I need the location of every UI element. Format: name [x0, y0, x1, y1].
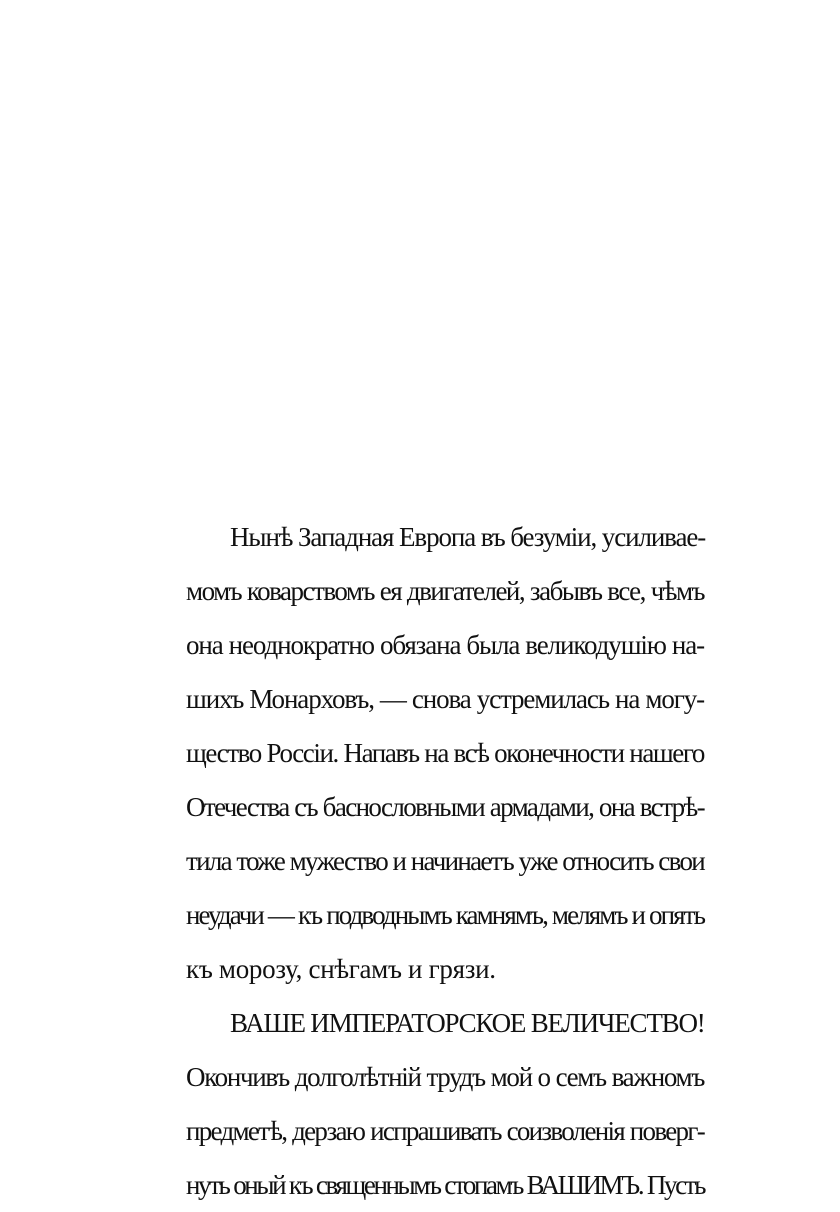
text-line-1: Нынѣ Западная Европа въ безуміи, усиливае- — [230, 522, 706, 552]
text-line-2: момъ коварствомъ ея двигателей, забывъ все, чѣмъ — [186, 576, 704, 606]
text-line-11: Окончивъ долголѣтній трудъ мой о семъ важномъ — [186, 1062, 704, 1092]
text-line-5: щество Россіи. Напавъ на всѣ оконечности нашего — [186, 738, 704, 768]
text-line-12: предметѣ, дерзаю испрашивать соизволенія поверг- — [186, 1116, 704, 1146]
text-line-4: шихъ Монарховъ, — снова устремилась на могу- — [186, 684, 704, 714]
text-line-7: тила тоже мужество и начинаетъ уже относить свои — [186, 846, 704, 876]
text-line-9: къ морозу, снѣгамъ и грязи. — [186, 954, 496, 984]
text-line-13: нуть оный къ священнымъ стопамъ ВАШИМЪ. Пусть — [186, 1170, 704, 1200]
text-line-3: она неоднократно обязана была великодушію на- — [186, 630, 704, 660]
address-heading: ВАШЕ ИМПЕРАТОРСКОЕ ВЕЛИЧЕСТВО! — [230, 1008, 705, 1038]
body-text — [186, 510, 704, 1212]
text-line-8: неудачи — къ подводнымъ камнямъ, мелямъ и опять — [186, 900, 704, 930]
text-line-6: Отечества съ баснословными армадами, она встрѣ- — [186, 792, 704, 822]
